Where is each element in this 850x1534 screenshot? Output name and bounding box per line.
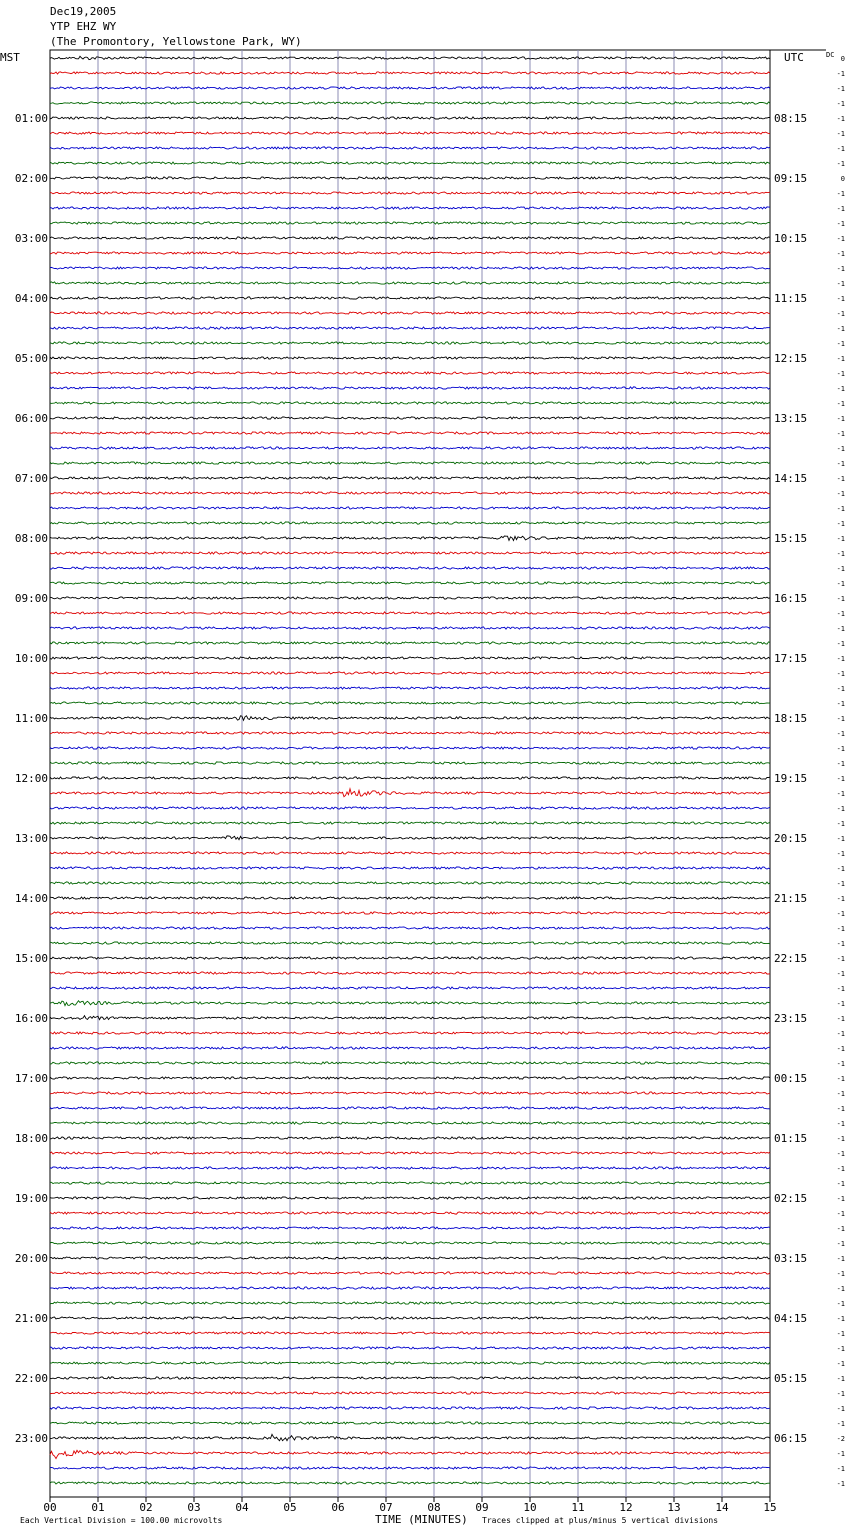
dc-offset-label: -1 <box>836 295 845 303</box>
x-axis-title: TIME (MINUTES) <box>375 1513 468 1526</box>
left-time-label: 12:00 <box>14 772 48 785</box>
dc-offset-label: -1 <box>836 820 845 828</box>
dc-offset-label: -1 <box>836 1060 845 1068</box>
trace-line <box>50 342 770 344</box>
trace-line <box>50 357 770 359</box>
trace-line <box>50 1212 770 1214</box>
left-time-label: 20:00 <box>14 1252 48 1265</box>
dc-offset-label: -1 <box>836 1330 845 1338</box>
left-time-label: 23:00 <box>14 1432 48 1445</box>
dc-offset-label: -1 <box>836 325 845 333</box>
x-tick-label: 14 <box>715 1501 729 1514</box>
left-time-label: 13:00 <box>14 832 48 845</box>
left-time-label: 09:00 <box>14 592 48 605</box>
dc-offset-label: -1 <box>836 1300 845 1308</box>
dc-offset-label: -1 <box>836 1015 845 1023</box>
left-time-label: 17:00 <box>14 1072 48 1085</box>
dc-offset-label: -1 <box>836 1345 845 1353</box>
dc-offset-label: -1 <box>836 355 845 363</box>
dc-offset-label: -1 <box>836 115 845 123</box>
dc-offset-label: -1 <box>836 775 845 783</box>
trace-line <box>50 1152 770 1154</box>
dc-offset-label: -1 <box>836 520 845 528</box>
dc-offset-label: -1 <box>836 925 845 933</box>
dc-offset-label: -1 <box>836 640 845 648</box>
trace-line <box>50 372 770 374</box>
dc-offset-label: -1 <box>836 1165 845 1173</box>
dc-offset-label: -1 <box>836 970 845 978</box>
trace-line <box>50 702 770 704</box>
trace-line <box>50 882 770 884</box>
left-time-label: 11:00 <box>14 712 48 725</box>
dc-offset-label: -1 <box>836 1390 845 1398</box>
trace-line <box>50 1287 770 1289</box>
trace-line <box>50 1001 770 1006</box>
x-tick-label: 10 <box>523 1501 537 1514</box>
right-time-label: 15:15 <box>774 532 808 545</box>
trace-line <box>50 492 770 494</box>
dc-offset-label: -1 <box>836 1090 845 1098</box>
dc-offset-label: -1 <box>836 595 845 603</box>
dc-offset-label: -1 <box>836 865 845 873</box>
trace-line <box>50 252 770 254</box>
dc-offset-label: -1 <box>836 430 845 438</box>
x-tick-label: 05 <box>283 1501 297 1514</box>
dc-offset-label: -1 <box>836 235 845 243</box>
trace-line <box>50 1016 770 1020</box>
trace-line <box>50 582 770 584</box>
dc-offset-label: -1 <box>836 1120 845 1128</box>
header-location: (The Promontory, Yellowstone Park, WY) <box>50 35 302 48</box>
dc-offset-label: -1 <box>836 1315 845 1323</box>
dc-offset-label: -1 <box>836 580 845 588</box>
dc-offset-label: -1 <box>836 460 845 468</box>
dc-offset-label: -1 <box>836 835 845 843</box>
x-tick-label: 04 <box>235 1501 249 1514</box>
left-time-label: 01:00 <box>14 112 48 125</box>
dc-offset-label: -1 <box>836 220 845 228</box>
right-time-label: 03:15 <box>774 1252 808 1265</box>
dc-offset-label: -1 <box>836 1450 845 1458</box>
header-station: YTP EHZ WY <box>50 20 117 33</box>
dc-offset-label: -1 <box>836 805 845 813</box>
dc-offset-label: -1 <box>836 910 845 918</box>
trace-line <box>50 1197 770 1199</box>
left-time-label: 14:00 <box>14 892 48 905</box>
right-time-label: 12:15 <box>774 352 808 365</box>
utc-label: UTC <box>784 51 804 64</box>
right-time-label: 11:15 <box>774 292 808 305</box>
trace-line <box>50 789 770 797</box>
dc-offset-label: -1 <box>836 655 845 663</box>
dc-offset-label: -1 <box>836 1045 845 1053</box>
dc-offset-label: -1 <box>836 400 845 408</box>
trace-line <box>50 627 770 629</box>
trace-line <box>50 972 770 974</box>
left-time-label: 16:00 <box>14 1012 48 1025</box>
left-time-label: 04:00 <box>14 292 48 305</box>
x-tick-label: 11 <box>571 1501 585 1514</box>
dc-offset-label: -1 <box>836 730 845 738</box>
trace-line <box>50 1422 770 1424</box>
trace-line <box>50 72 770 74</box>
trace-line <box>50 1182 770 1184</box>
trace-line <box>50 567 770 569</box>
trace-line <box>50 1107 770 1109</box>
dc-offset-label: -1 <box>836 85 845 93</box>
dc-offset-label: -1 <box>836 1375 845 1383</box>
dc-offset-label: -1 <box>836 130 845 138</box>
dc-offset-label: -1 <box>836 415 845 423</box>
right-time-label: 04:15 <box>774 1312 808 1325</box>
dc-offset-label: -1 <box>836 685 845 693</box>
dc-offset-label: -1 <box>836 985 845 993</box>
dc-offset-label: -1 <box>836 1240 845 1248</box>
mst-label: MST <box>0 51 20 64</box>
dc-offset-label: -1 <box>836 445 845 453</box>
trace-line <box>50 552 770 554</box>
dc-offset-label: -1 <box>836 280 845 288</box>
dc-offset-label: -1 <box>836 1225 845 1233</box>
dc-offset-label: -1 <box>836 700 845 708</box>
dc-offset-label: -1 <box>836 1180 845 1188</box>
dc-offset-label: 0 <box>840 175 845 183</box>
trace-line <box>50 237 770 239</box>
right-time-label: 20:15 <box>774 832 808 845</box>
dc-offset-label: -1 <box>836 1285 845 1293</box>
trace-line <box>50 1392 770 1394</box>
trace-line <box>50 1317 770 1319</box>
right-time-label: 05:15 <box>774 1372 808 1385</box>
right-time-label: 14:15 <box>774 472 808 485</box>
right-time-label: 02:15 <box>774 1192 808 1205</box>
dc-offset-label: -1 <box>836 745 845 753</box>
dc-offset-label: -1 <box>836 490 845 498</box>
trace-line <box>50 612 770 614</box>
x-tick-label: 12 <box>619 1501 633 1514</box>
dc-offset-label: -1 <box>836 190 845 198</box>
dc-offset-label: -1 <box>836 370 845 378</box>
trace-line <box>50 897 770 899</box>
trace-line <box>50 672 770 674</box>
trace-line <box>50 87 770 89</box>
trace-line <box>50 417 770 419</box>
left-time-label: 10:00 <box>14 652 48 665</box>
dc-offset-label: -1 <box>836 790 845 798</box>
left-time-label: 21:00 <box>14 1312 48 1325</box>
dc-offset-label: -1 <box>836 1195 845 1203</box>
trace-line <box>50 927 770 929</box>
trace-line <box>50 177 770 179</box>
x-tick-label: 13 <box>667 1501 681 1514</box>
right-time-label: 22:15 <box>774 952 808 965</box>
trace-line <box>50 312 770 314</box>
dc-offset-label: -1 <box>836 1465 845 1473</box>
dc-offset-label: -1 <box>836 880 845 888</box>
left-time-label: 03:00 <box>14 232 48 245</box>
trace-line <box>50 777 770 779</box>
dc-offset-label: -1 <box>836 100 845 108</box>
left-time-label: 08:00 <box>14 532 48 545</box>
trace-line <box>50 282 770 284</box>
right-time-label: 00:15 <box>774 1072 808 1085</box>
left-time-label: 19:00 <box>14 1192 48 1205</box>
trace-line <box>50 132 770 134</box>
dc-offset-label: -1 <box>836 265 845 273</box>
trace-line <box>50 642 770 644</box>
dc-offset-label: -1 <box>836 205 845 213</box>
dc-offset-label: -1 <box>836 1150 845 1158</box>
right-time-label: 08:15 <box>774 112 808 125</box>
dc-label: DC <box>826 51 835 59</box>
dc-offset-label: -1 <box>836 535 845 543</box>
trace-line <box>50 162 770 164</box>
trace-line <box>50 597 770 599</box>
trace-line <box>50 747 770 749</box>
x-tick-label: 07 <box>379 1501 393 1514</box>
right-time-label: 21:15 <box>774 892 808 905</box>
left-time-label: 18:00 <box>14 1132 48 1145</box>
trace-line <box>50 447 770 449</box>
dc-offset-label: -1 <box>836 565 845 573</box>
dc-offset-label: -1 <box>836 310 845 318</box>
right-time-label: 17:15 <box>774 652 808 665</box>
trace-line <box>50 536 770 541</box>
footer-scale-note: Each Vertical Division = 100.00 microvolts <box>20 1516 223 1525</box>
dc-offset-label: -1 <box>836 70 845 78</box>
dc-offset-label: -1 <box>836 610 845 618</box>
x-tick-label: 06 <box>331 1501 345 1514</box>
dc-offset-label: -1 <box>836 760 845 768</box>
trace-line <box>50 732 770 734</box>
x-tick-label: 01 <box>91 1501 105 1514</box>
dc-offset-label: -1 <box>836 475 845 483</box>
dc-offset-label: -1 <box>836 145 845 153</box>
trace-line <box>50 657 770 659</box>
dc-offset-label: -1 <box>836 1030 845 1038</box>
trace-line <box>50 1407 770 1409</box>
dc-offset-label: -1 <box>836 1480 845 1488</box>
dc-offset-label: -1 <box>836 895 845 903</box>
trace-line <box>50 836 770 840</box>
trace-line <box>50 1377 770 1379</box>
x-tick-label: 08 <box>427 1501 441 1514</box>
left-time-label: 02:00 <box>14 172 48 185</box>
dc-offset-label: -1 <box>836 850 845 858</box>
trace-line <box>50 522 770 524</box>
trace-line <box>50 56 770 59</box>
footer-clip-note: Traces clipped at plus/minus 5 vertical divisions <box>482 1516 719 1525</box>
trace-line <box>50 207 770 209</box>
trace-line <box>50 147 770 149</box>
trace-line <box>50 762 770 764</box>
x-tick-label: 03 <box>187 1501 201 1514</box>
trace-line <box>50 1467 770 1469</box>
trace-line <box>50 267 770 269</box>
trace-line <box>50 957 770 959</box>
dc-offset-label: -1 <box>836 1360 845 1368</box>
x-tick-label: 09 <box>475 1501 489 1514</box>
left-time-label: 15:00 <box>14 952 48 965</box>
right-time-label: 18:15 <box>774 712 808 725</box>
dc-offset-label: -1 <box>836 385 845 393</box>
header-date: Dec19,2005 <box>50 5 117 18</box>
dc-offset-label: -1 <box>836 1255 845 1263</box>
dc-offset-label: -1 <box>836 1105 845 1113</box>
right-time-label: 19:15 <box>774 772 808 785</box>
dc-offset-label: -1 <box>836 505 845 513</box>
x-tick-label: 00 <box>43 1501 57 1514</box>
x-tick-label: 02 <box>139 1501 153 1514</box>
left-time-label: 07:00 <box>14 472 48 485</box>
trace-line <box>50 1047 770 1049</box>
left-time-label: 22:00 <box>14 1372 48 1385</box>
trace-line <box>50 1302 770 1304</box>
dc-offset-label: -1 <box>836 940 845 948</box>
x-tick-label: 15 <box>763 1501 777 1514</box>
trace-line <box>50 942 770 944</box>
right-time-label: 06:15 <box>774 1432 808 1445</box>
trace-line <box>50 117 770 119</box>
dc-offset-label: -1 <box>836 340 845 348</box>
trace-line <box>50 402 770 404</box>
dc-offset-label: -1 <box>836 250 845 258</box>
dc-offset-label: -1 <box>836 1000 845 1008</box>
trace-line <box>50 1347 770 1349</box>
right-time-label: 09:15 <box>774 172 808 185</box>
dc-offset-label: -1 <box>836 625 845 633</box>
dc-offset-label: -1 <box>836 670 845 678</box>
trace-line <box>50 1032 770 1034</box>
trace-line <box>50 1257 770 1259</box>
trace-line <box>50 327 770 329</box>
trace-line <box>50 1450 770 1458</box>
trace-line <box>50 297 770 299</box>
trace-line <box>50 1092 770 1094</box>
trace-line <box>50 1332 770 1334</box>
dc-offset-label: -1 <box>836 550 845 558</box>
right-time-label: 16:15 <box>774 592 808 605</box>
dc-offset-label: -1 <box>836 955 845 963</box>
trace-line <box>50 1272 770 1274</box>
trace-line <box>50 387 770 389</box>
trace-line <box>50 687 770 689</box>
trace-line <box>50 477 770 479</box>
right-time-label: 23:15 <box>774 1012 808 1025</box>
left-time-label: 05:00 <box>14 352 48 365</box>
dc-offset-label: 0 <box>840 55 845 63</box>
trace-line <box>50 807 770 809</box>
trace-line <box>50 716 770 721</box>
trace-line <box>50 1077 770 1079</box>
dc-offset-label: -1 <box>836 1135 845 1143</box>
trace-line <box>50 912 770 914</box>
trace-line <box>50 192 770 194</box>
trace-line <box>50 852 770 854</box>
trace-line <box>50 222 770 224</box>
dc-offset-label: -2 <box>836 1435 845 1443</box>
dc-offset-label: -1 <box>836 160 845 168</box>
right-time-label: 13:15 <box>774 412 808 425</box>
left-time-label: 06:00 <box>14 412 48 425</box>
right-time-label: 01:15 <box>774 1132 808 1145</box>
trace-line <box>50 462 770 464</box>
trace-line <box>50 507 770 509</box>
trace-line <box>50 102 770 104</box>
trace-line <box>50 1137 770 1139</box>
trace-line <box>50 1062 770 1064</box>
dc-offset-label: -1 <box>836 1075 845 1083</box>
trace-line <box>50 1167 770 1169</box>
dc-offset-label: -1 <box>836 1420 845 1428</box>
dc-offset-label: -1 <box>836 1210 845 1218</box>
dc-offset-label: -1 <box>836 1405 845 1413</box>
trace-line <box>50 867 770 869</box>
trace-line <box>50 1434 770 1440</box>
trace-line <box>50 822 770 824</box>
trace-line <box>50 1362 770 1364</box>
trace-line <box>50 1482 770 1484</box>
trace-line <box>50 432 770 434</box>
trace-line <box>50 1242 770 1244</box>
trace-line <box>50 1227 770 1229</box>
right-time-label: 10:15 <box>774 232 808 245</box>
trace-line <box>50 987 770 989</box>
trace-line <box>50 1122 770 1124</box>
dc-offset-label: -1 <box>836 715 845 723</box>
dc-offset-label: -1 <box>836 1270 845 1278</box>
